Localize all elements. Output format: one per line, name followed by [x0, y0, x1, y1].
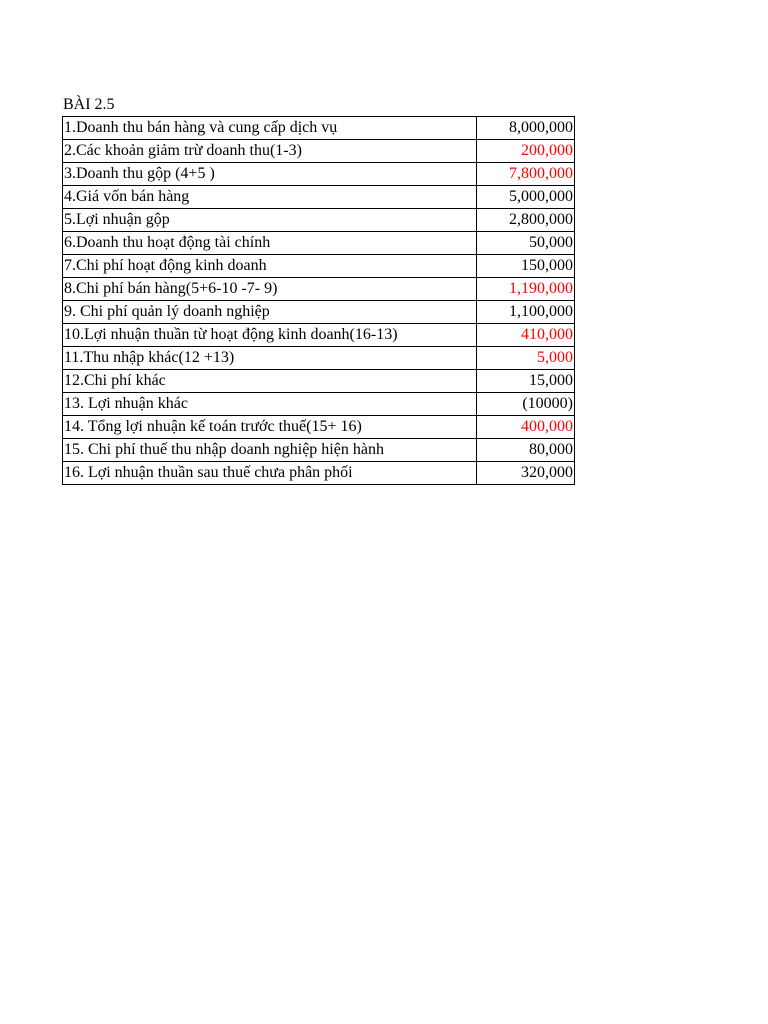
row-value-cell[interactable]: 5,000,000	[477, 186, 575, 209]
sheet-title: BÀI 2.5	[63, 96, 115, 113]
row-label-cell[interactable]: 15. Chi phí thuế thu nhập doanh nghiệp hiện hành	[63, 439, 477, 462]
row-label-cell[interactable]: 14. Tổng lợi nhuận kế toán trước thuế(15+ 16)	[63, 416, 477, 439]
row-value-cell[interactable]: 200,000	[477, 140, 575, 163]
table-body	[63, 117, 575, 485]
table-row	[63, 255, 575, 278]
row-value-cell[interactable]: 320,000	[477, 462, 575, 485]
row-label-cell[interactable]: 11.Thu nhập khác(12 +13)	[63, 347, 477, 370]
row-value-cell[interactable]: 5,000	[477, 347, 575, 370]
row-value-cell[interactable]: 2,800,000	[477, 209, 575, 232]
table-row	[63, 117, 575, 140]
row-label-cell[interactable]: 1.Doanh thu bán hàng và cung cấp dịch vụ	[63, 117, 477, 140]
row-value-cell[interactable]: 50,000	[477, 232, 575, 255]
row-value-cell[interactable]: 1,100,000	[477, 301, 575, 324]
row-value-cell[interactable]: 410,000	[477, 324, 575, 347]
table-row	[63, 462, 575, 485]
table-row	[63, 324, 575, 347]
row-value-cell[interactable]: 8,000,000	[477, 117, 575, 140]
table-row	[63, 209, 575, 232]
row-label-cell[interactable]: 6.Doanh thu hoạt động tài chính	[63, 232, 477, 255]
row-label-cell[interactable]: 10.Lợi nhuận thuần từ hoạt động kinh doanh(16-13)	[63, 324, 477, 347]
row-value-cell[interactable]: 80,000	[477, 439, 575, 462]
spreadsheet-sheet	[62, 93, 575, 485]
table-row	[63, 140, 575, 163]
row-label-cell[interactable]: 7.Chi phí hoạt động kinh doanh	[63, 255, 477, 278]
row-value-cell[interactable]: 1,190,000	[477, 278, 575, 301]
row-value-cell[interactable]: 7,800,000	[477, 163, 575, 186]
row-label-cell[interactable]: 4.Giá vốn bán hàng	[63, 186, 477, 209]
table-row	[63, 301, 575, 324]
row-value-cell[interactable]: 400,000	[477, 416, 575, 439]
table-row	[63, 163, 575, 186]
row-label-cell[interactable]: 12.Chi phí khác	[63, 370, 477, 393]
income-statement-table	[62, 116, 575, 485]
table-row	[63, 416, 575, 439]
row-label-cell[interactable]: 5.Lợi nhuận gộp	[63, 209, 477, 232]
row-label-cell[interactable]: 3.Doanh thu gộp (4+5 )	[63, 163, 477, 186]
table-row	[63, 393, 575, 416]
row-value-cell[interactable]: 150,000	[477, 255, 575, 278]
row-value-cell[interactable]: 15,000	[477, 370, 575, 393]
row-label-cell[interactable]: 13. Lợi nhuận khác	[63, 393, 477, 416]
row-label-cell[interactable]: 8.Chi phí bán hàng(5+6-10 -7- 9)	[63, 278, 477, 301]
row-label-cell[interactable]: 2.Các khoản giảm trừ doanh thu(1-3)	[63, 140, 477, 163]
row-value-cell[interactable]: (10000)	[477, 393, 575, 416]
table-row	[63, 278, 575, 301]
table-row	[63, 370, 575, 393]
table-row	[63, 186, 575, 209]
row-label-cell[interactable]: 16. Lợi nhuận thuần sau thuế chưa phân phối	[63, 462, 477, 485]
table-row	[63, 439, 575, 462]
table-row	[63, 347, 575, 370]
table-row	[63, 232, 575, 255]
row-label-cell[interactable]: 9. Chi phí quản lý doanh nghiệp	[63, 301, 477, 324]
